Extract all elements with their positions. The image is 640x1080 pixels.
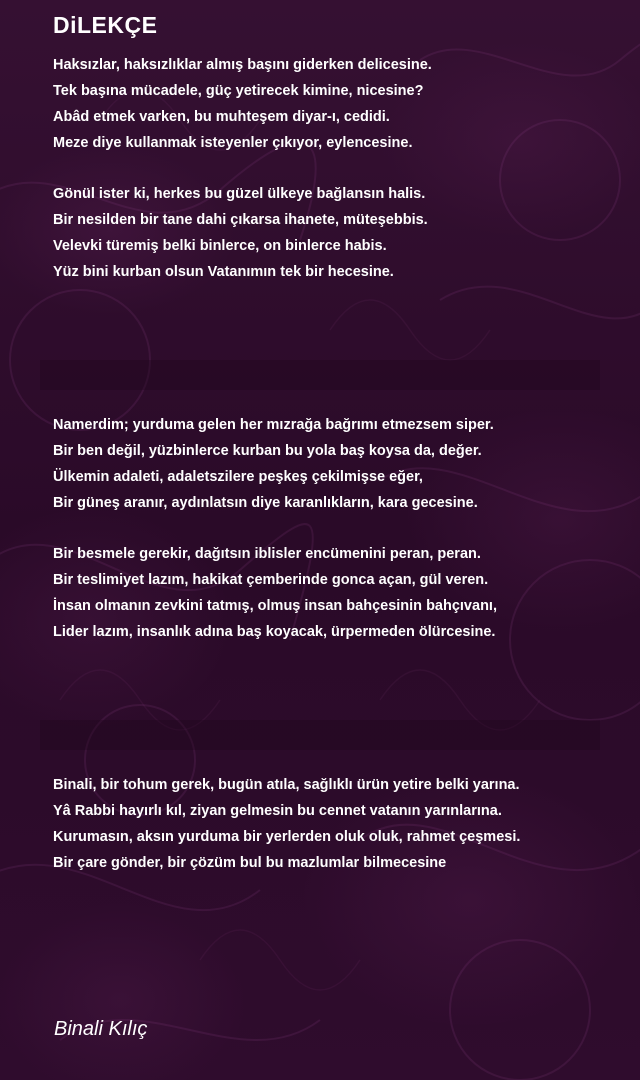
divider-band <box>40 720 600 750</box>
poem-line: Bir teslimiyet lazım, hakikat çemberinde gonca açan, gül veren. <box>53 572 489 588</box>
stanza-2 <box>53 181 428 285</box>
poem-line: Kurumasın, aksın yurduma bir yerlerden oluk oluk, rahmet çeşmesi. <box>53 829 521 845</box>
poem-line: Bir nesilden bir tane dahi çıkarsa ihanete, müteşebbis. <box>53 212 428 228</box>
stanza-3 <box>53 412 494 516</box>
poem-line: Abâd etmek varken, bu muhteşem diyar-ı, cedidi. <box>53 109 390 125</box>
poem-line: Bir çare gönder, bir çözüm bul bu mazlumlar bilmecesine <box>53 855 447 871</box>
poem-line: Velevki türemiş belki binlerce, on binlerce habis. <box>53 238 387 254</box>
poem-line: Lider lazım, insanlık adına baş koyacak, ürpermeden ölürcesine. <box>53 624 496 640</box>
poem-line: İnsan olmanın zevkini tatmış, olmuş insan bahçesinin bahçıvanı, <box>53 598 497 614</box>
poem-line: Bir besmele gerekir, dağıtsın iblisler encümenini peran, peran. <box>53 546 481 562</box>
divider-band <box>40 360 600 390</box>
poem-author: Binali Kılıç <box>54 1018 148 1040</box>
poem-line: Gönül ister ki, herkes bu güzel ülkeye bağlansın halis. <box>53 186 426 202</box>
poem-line: Binali, bir tohum gerek, bugün atıla, sağlıklı ürün yetire belki yarına. <box>53 777 520 793</box>
poem-line: Yâ Rabbi hayırlı kıl, ziyan gelmesin bu cennet vatanın yarınlarına. <box>53 803 502 819</box>
stanza-5 <box>53 772 520 876</box>
poem-line: Yüz bini kurban olsun Vatanımın tek bir hecesine. <box>53 264 394 280</box>
stanza-1 <box>53 52 432 156</box>
poem-line: Bir güneş aranır, aydınlatsın diye karanlıkların, kara gecesine. <box>53 495 478 511</box>
poem-line: Meze diye kullanmak isteyenler çıkıyor, eylencesine. <box>53 135 413 151</box>
poem-line: Namerdim; yurduma gelen her mızrağa bağrımı etmezsem siper. <box>53 417 494 433</box>
poem-line: Haksızlar, haksızlıklar almış başını giderken delicesine. <box>53 57 432 73</box>
stanza-4 <box>53 541 497 645</box>
poem-title: DiLEKÇE <box>53 12 158 38</box>
poem-line: Bir ben değil, yüzbinlerce kurban bu yola baş koysa da, değer. <box>53 443 482 459</box>
poem-line: Tek başına mücadele, güç yetirecek kimine, nicesine? <box>53 83 424 99</box>
poem-line: Ülkemin adaleti, adaletszilere peşkeş çekilmişse eğer, <box>53 469 423 485</box>
